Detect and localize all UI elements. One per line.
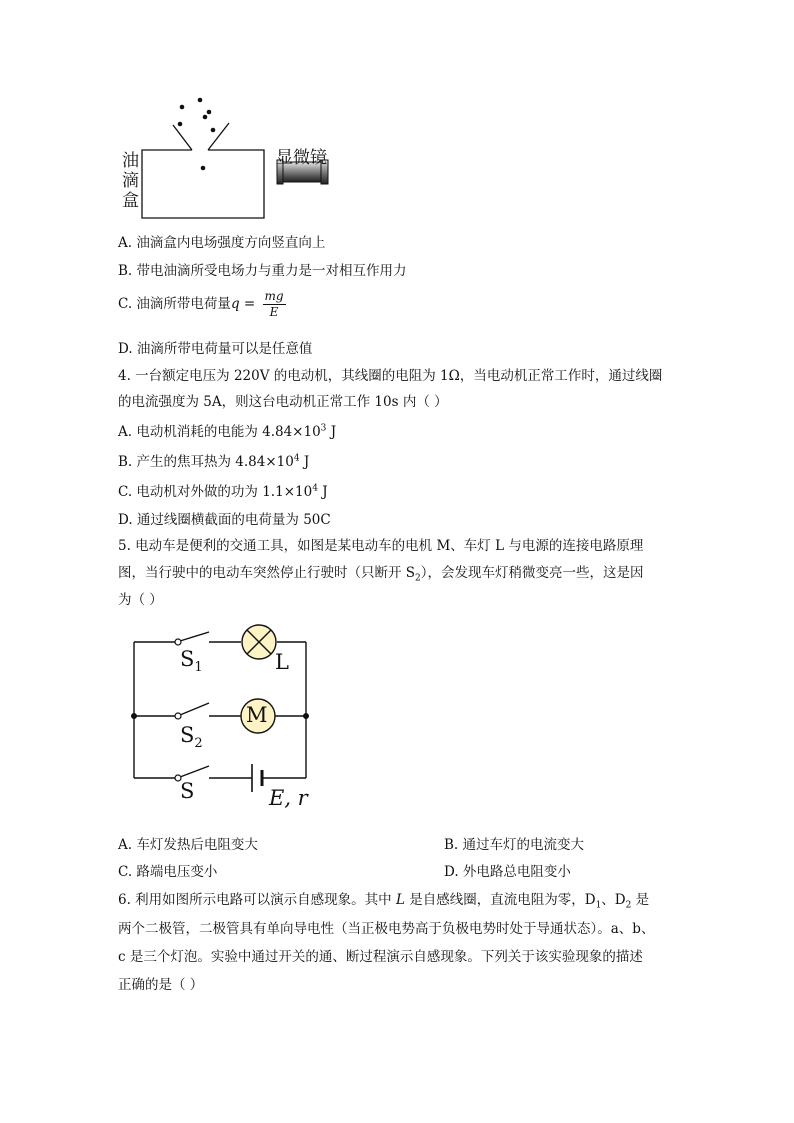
q3-option-d: D. 油滴所带电荷量可以是任意值 [118,341,313,357]
q6-line1 [118,888,649,911]
q4-option-b-text: B. 产生的焦耳热为 4.84×10 [118,454,294,470]
q4-option-c [118,480,328,500]
q5-stem-line2-b: ），会发现车灯稍微变亮一些，这是因 [420,565,644,581]
oil-droplet [180,105,185,110]
q5-stem-line2-a: 图，当行驶中的电动车突然停止行驶时（只断开 S [118,565,416,581]
q5-stem-line2-sub: 2 [415,573,421,584]
q3-option-c [118,289,286,320]
q3-option-c-prefix: C. 油滴所带电荷量 [118,296,231,312]
switch-s1-letter: S [180,647,195,671]
q5-stem-line1: 5. 电动车是便利的交通工具，如图是某电动车的电机 M、车灯 L 与电源的连接电路原理 [118,538,644,554]
q5-option-d: D. 外电路总电阻变小 [444,864,571,880]
lamp-label: L [275,650,289,674]
q4-stem-line2: 的电流强度为 5A，则这台电动机正常工作 10s 内（ ） [118,394,448,410]
switch-s1-contact [175,639,181,645]
switch-s1-sub: 1 [194,660,203,676]
switch-s2-sub: 2 [194,736,203,752]
switch-s2-contact [175,713,181,719]
oil-drop-box [142,150,264,218]
q6-line2: 两个二极管，二极管具有单向导电性（当正极电势高于负极电势时处于导通状态）。a、b、 [118,921,655,937]
oil-droplet [207,110,212,115]
q6-line3: c 是三个灯泡。实验中通过开关的通、断过程演示自感现象。下列关于该实验现象的描述 [118,949,643,965]
q6-line1-a: 6. 利用如图所示电路可以演示自感现象。其中 [118,892,396,908]
oil-droplet [198,98,203,103]
oil-droplet-inside [201,166,206,171]
q6-line1-b: 是自感线圈，直流电阻为零，D [404,892,596,908]
switch-s2-label [180,723,203,751]
switch-s2-letter: S [180,723,195,747]
q4-option-a-exp: 3 [320,423,327,434]
q4-option-c-unit: J [317,484,328,500]
box-label-2: 滴 [122,171,139,191]
q5-option-a: A. 车灯发热后电阻变大 [118,837,258,853]
q3-option-c-var: q [230,296,240,312]
motor-label: M [246,703,268,727]
q6-line1-L: L [395,892,405,908]
q6-d1-sub: 1 [595,900,602,911]
q4-stem-line1: 4. 一台额定电压为 220V 的电动机，其线圈的电阻为 1Ω，当电动机正常工作时，通过线圈 [118,368,663,384]
switch-s1-label [180,647,203,675]
q4-option-b [118,450,309,470]
switch-s2-blade [180,703,209,715]
box-label-1: 油 [122,151,139,171]
q3-fraction-denominator: E [269,305,279,319]
q3-fraction [263,289,286,320]
q6-d2-sub: 2 [625,900,632,911]
junction-node-left [131,713,137,719]
oil-droplet [211,128,216,133]
q6-line1-c: 、D [601,892,626,908]
box-label-3: 盒 [122,191,139,211]
oil-droplet [178,122,183,127]
q4-option-b-exp: 4 [293,453,300,464]
source-label: E, r [269,786,308,810]
junction-node-right [303,713,309,719]
q4-option-d: D. 通过线圈横截面的电荷量为 50C [118,512,331,528]
oil-droplet [203,115,208,120]
q3-option-c-eq: = [239,296,260,312]
q4-option-c-exp: 4 [312,483,318,494]
switch-s-blade [180,766,209,777]
q4-option-a-text: A. 电动机消耗的电能为 4.84×10 [118,424,321,440]
battery-icon [252,764,262,792]
q5-stem-line3: 为（ ） [118,592,163,608]
microscope-label: 显微镜 [276,148,327,168]
q4-option-a [118,420,336,440]
q5-option-c: C. 路端电压变小 [118,864,218,880]
q3-option-a: A. 油滴盒内电场强度方向竖直向上 [118,235,326,251]
q6-line1-d: 是 [631,892,650,908]
q3-fraction-numerator: mg [264,289,284,303]
q4-option-c-text: C. 电动机对外做的功为 1.1×10 [118,484,313,500]
q4-option-b-unit: J [299,454,310,470]
q6-line4: 正确的是（ ） [118,977,204,993]
switch-s-label: S [180,779,195,803]
q3-option-b: B. 带电油滴所受电场力与重力是一对相互作用力 [118,263,407,279]
q5-stem-line2 [118,561,644,584]
lamp-icon [242,625,276,659]
switch-s1-blade [180,632,209,641]
q5-option-b: B. 通过车灯的电流变大 [444,837,585,853]
q4-option-a-unit: J [326,424,337,440]
